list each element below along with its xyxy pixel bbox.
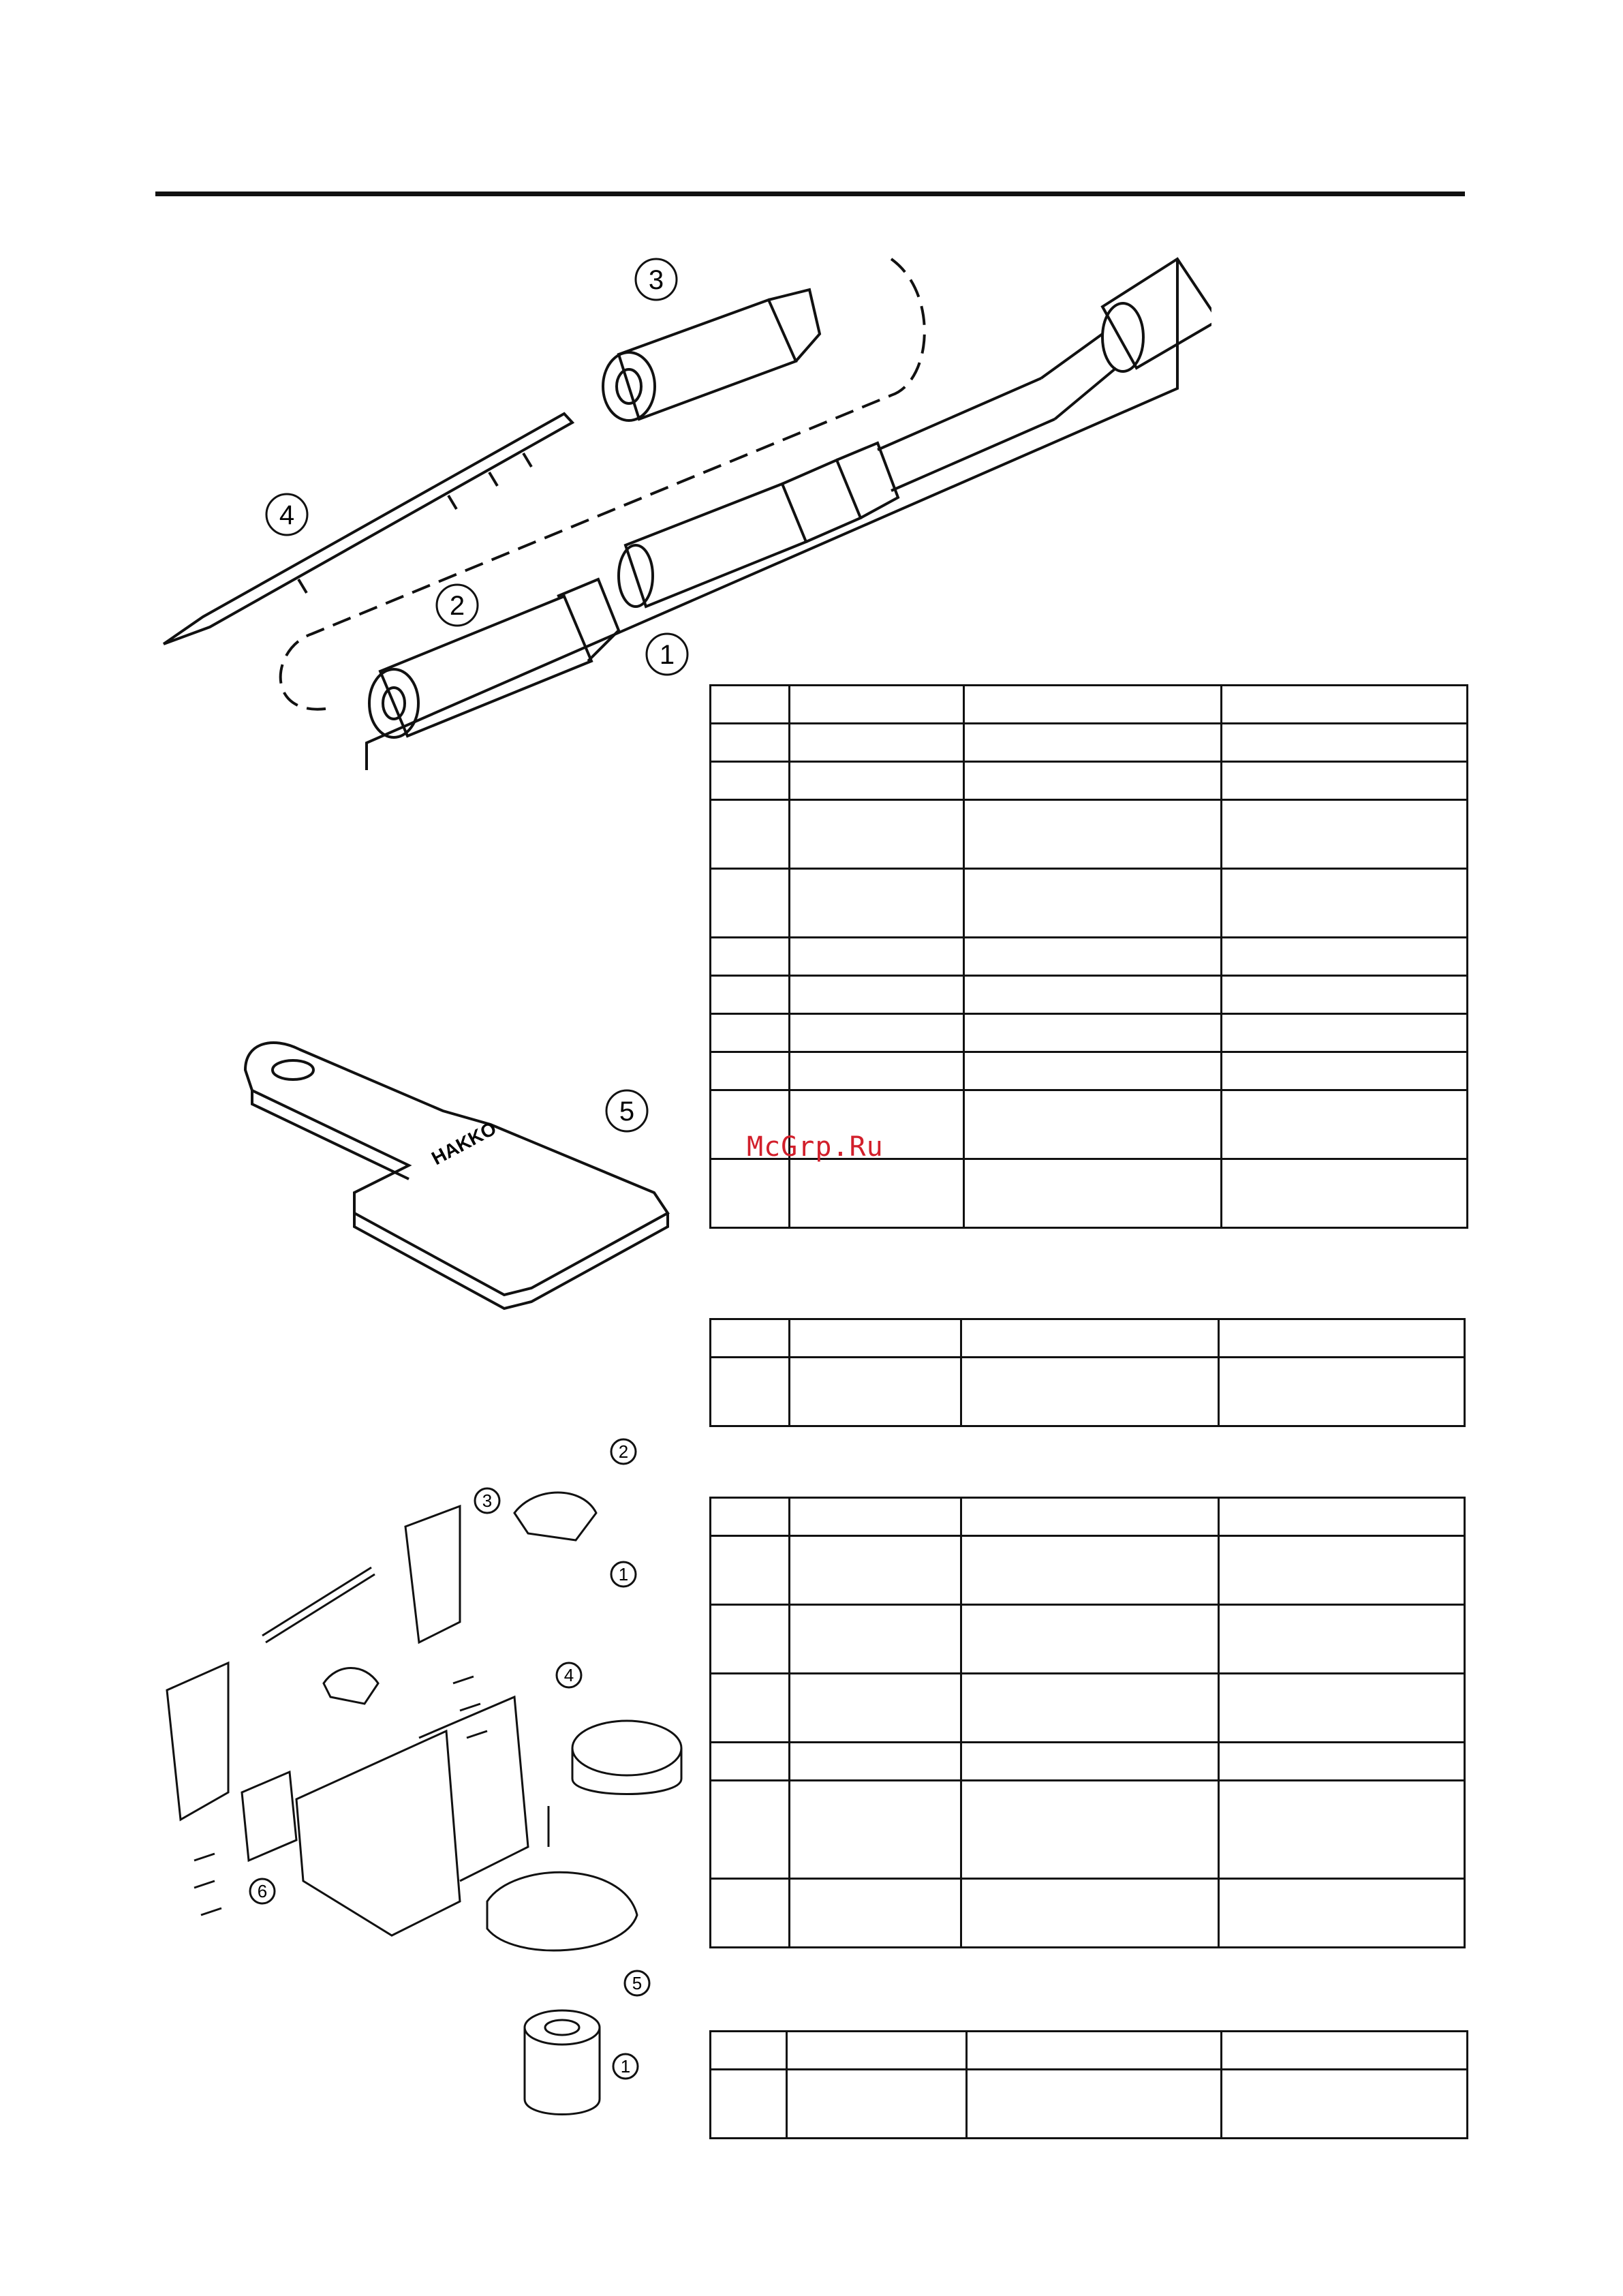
- callout-1: 1: [618, 1564, 629, 1585]
- parts-table-card: [709, 1318, 1466, 1427]
- header-cell: [1222, 686, 1468, 724]
- callout-6: 6: [257, 1881, 268, 1901]
- table-row: [711, 1159, 1468, 1228]
- callout-1: 1: [659, 640, 675, 670]
- table-row: [711, 1879, 1465, 1948]
- header-cell: [711, 1319, 790, 1358]
- callout-4: 4: [563, 1665, 574, 1685]
- table-row: [711, 869, 1468, 938]
- table-row: [711, 762, 1468, 800]
- header-cell: [964, 686, 1222, 724]
- header-cell: [790, 1319, 961, 1358]
- parts-table-holder: [709, 1497, 1466, 1948]
- table-row: [711, 2070, 1468, 2139]
- table-row: [711, 1605, 1465, 1674]
- filter-figure: [518, 2004, 668, 2126]
- table-row: [711, 976, 1468, 1014]
- table-row: [711, 1014, 1468, 1052]
- holder-assembly-figure: [160, 1438, 692, 1997]
- header-cell: [961, 1319, 1219, 1358]
- header-cell: [711, 2032, 787, 2070]
- table-row: [711, 800, 1468, 869]
- table-row: [711, 1052, 1468, 1090]
- callout-3: 3: [482, 1490, 493, 1511]
- table-row: [711, 1743, 1465, 1781]
- table-row: [711, 724, 1468, 762]
- table-row: [711, 1358, 1465, 1426]
- table-row: [711, 1781, 1465, 1879]
- callout-5: 5: [632, 1973, 643, 1993]
- cleaning-card-figure: [232, 1029, 688, 1315]
- header-cell: [711, 686, 790, 724]
- header-cell: [1219, 1319, 1465, 1358]
- watermark: McGrp.Ru: [747, 1131, 884, 1163]
- table-row: [711, 938, 1468, 976]
- header-cell: [790, 1498, 961, 1536]
- callout-1: 1: [620, 2056, 631, 2077]
- header-cell: [787, 2032, 967, 2070]
- callout-5: 5: [619, 1097, 635, 1127]
- header-cell: [1219, 1498, 1465, 1536]
- callout-2: 2: [618, 1441, 629, 1462]
- filter-drawing: [518, 2004, 668, 2126]
- holder-assembly-drawing: [160, 1438, 692, 1997]
- header-cell: [967, 2032, 1222, 2070]
- header-cell: [1222, 2032, 1468, 2070]
- table-row: [711, 1536, 1465, 1605]
- header-cell: [711, 1498, 790, 1536]
- header-cell: [961, 1498, 1219, 1536]
- cleaning-card-drawing: [232, 1029, 688, 1315]
- top-rule: [155, 192, 1465, 196]
- callout-4: 4: [279, 500, 295, 530]
- header-cell: [790, 686, 964, 724]
- callout-3: 3: [648, 265, 664, 295]
- callout-2: 2: [449, 591, 465, 621]
- parts-table-filter: [709, 2030, 1468, 2139]
- hakko-brand-mark: HAKKO: [428, 1117, 500, 1169]
- table-row: [711, 1674, 1465, 1743]
